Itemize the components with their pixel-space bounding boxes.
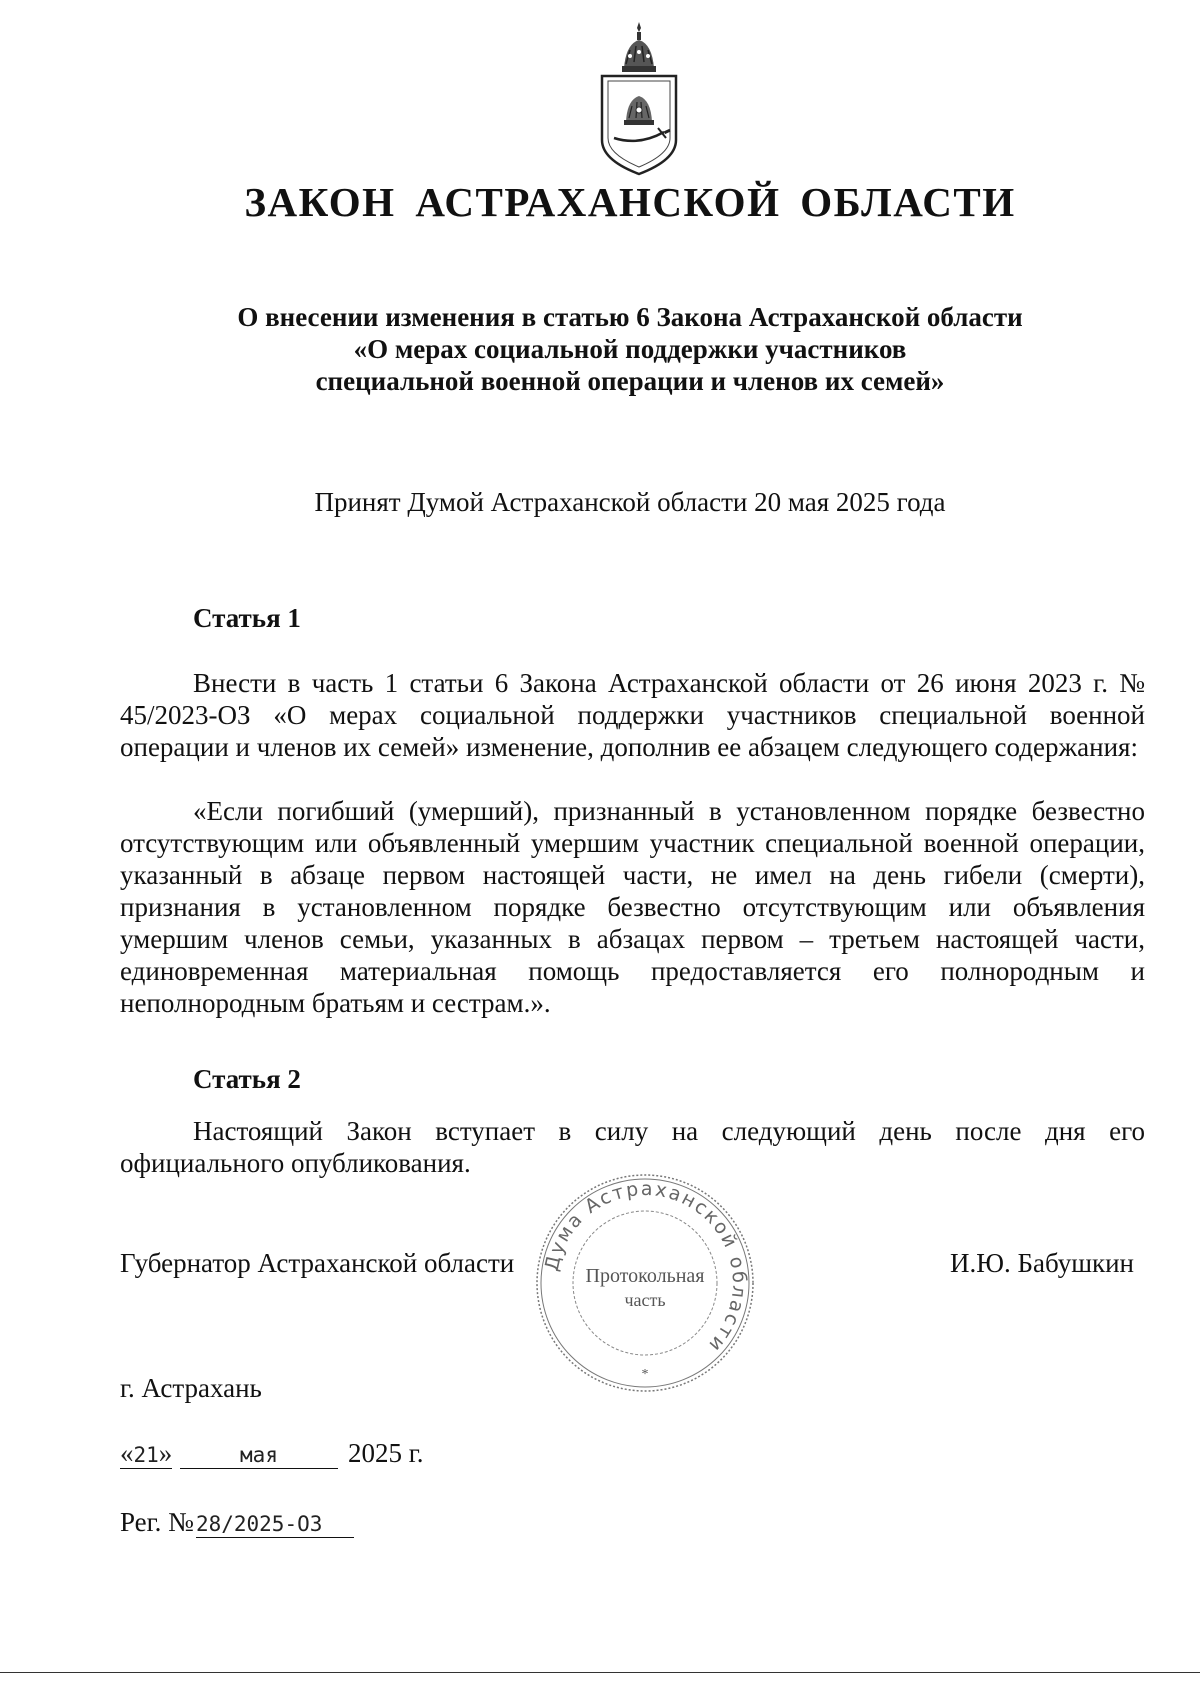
registration-line [120, 1507, 354, 1538]
article-1-quoted-paragraph: «Если погибший (умерший), признанный в установленном порядке безвестно отсутствующим или объявленный умершим участник специальной военной операции, указанный в абзаце первом настоящей части, не имел на день гибели (смерти), признания в установленном порядке безвестно отсутствующим или объявления умершим членов семьи, указанных в абзацах первом – третьем настоящей части, единовременная материальная помощь предоставляется его полнородным и неполнородным братьям и сестрам.». [120, 796, 1145, 1018]
adoption-statement: Принят Думой Астраханской области 20 мая 2025 года [314, 487, 946, 517]
subject-line: О внесении изменения в статью 6 Закона Астраханской области [237, 302, 1023, 332]
article-1-heading: Статья 1 [193, 603, 301, 633]
subject-line: «О мерах социальной поддержки участников [353, 334, 907, 364]
official-stamp [534, 1172, 756, 1394]
law-subject [0, 301, 1200, 397]
place-of-signing: г. Астрахань [120, 1373, 262, 1403]
signing-date [120, 1438, 424, 1469]
date-month-field: мая [180, 1442, 338, 1469]
page-bottom-divider [0, 1672, 1200, 1673]
date-year: 2025 г. [348, 1438, 424, 1468]
article-2-heading: Статья 2 [193, 1064, 301, 1094]
coat-of-arms-icon [596, 20, 682, 176]
stamp-center-line: часть [624, 1290, 666, 1310]
law-title: ЗАКОН АСТРАХАНСКОЙ ОБЛАСТИ [244, 179, 1016, 225]
stamp-center-line: Протокольная [585, 1265, 705, 1287]
article-2-paragraph: Настоящий Закон вступает в силу на следующий день после дня его официального опубликования. [120, 1116, 1145, 1178]
stamp-ring-text: Дума Астраханской области [540, 1177, 751, 1358]
registration-number: 28/2025-ОЗ [196, 1511, 354, 1538]
signatory-name: И.Ю. Бабушкин [950, 1248, 1135, 1278]
date-day-field: «21» [120, 1438, 173, 1468]
subject-line: специальной военной операции и членов их семей» [315, 366, 945, 396]
registration-prefix: Рег. № [120, 1507, 194, 1537]
signatory-position: Губернатор Астраханской области [120, 1248, 515, 1278]
article-1-paragraph: Внести в часть 1 статьи 6 Закона Астраханской области от 26 июня 2023 г. № 45/2023-ОЗ «О мерах социальной поддержки участников специальной военной операции и членов их семей» изменение, дополнив ее абзацем следующего содержания: [120, 668, 1145, 762]
stamp-star: * [641, 1367, 649, 1382]
